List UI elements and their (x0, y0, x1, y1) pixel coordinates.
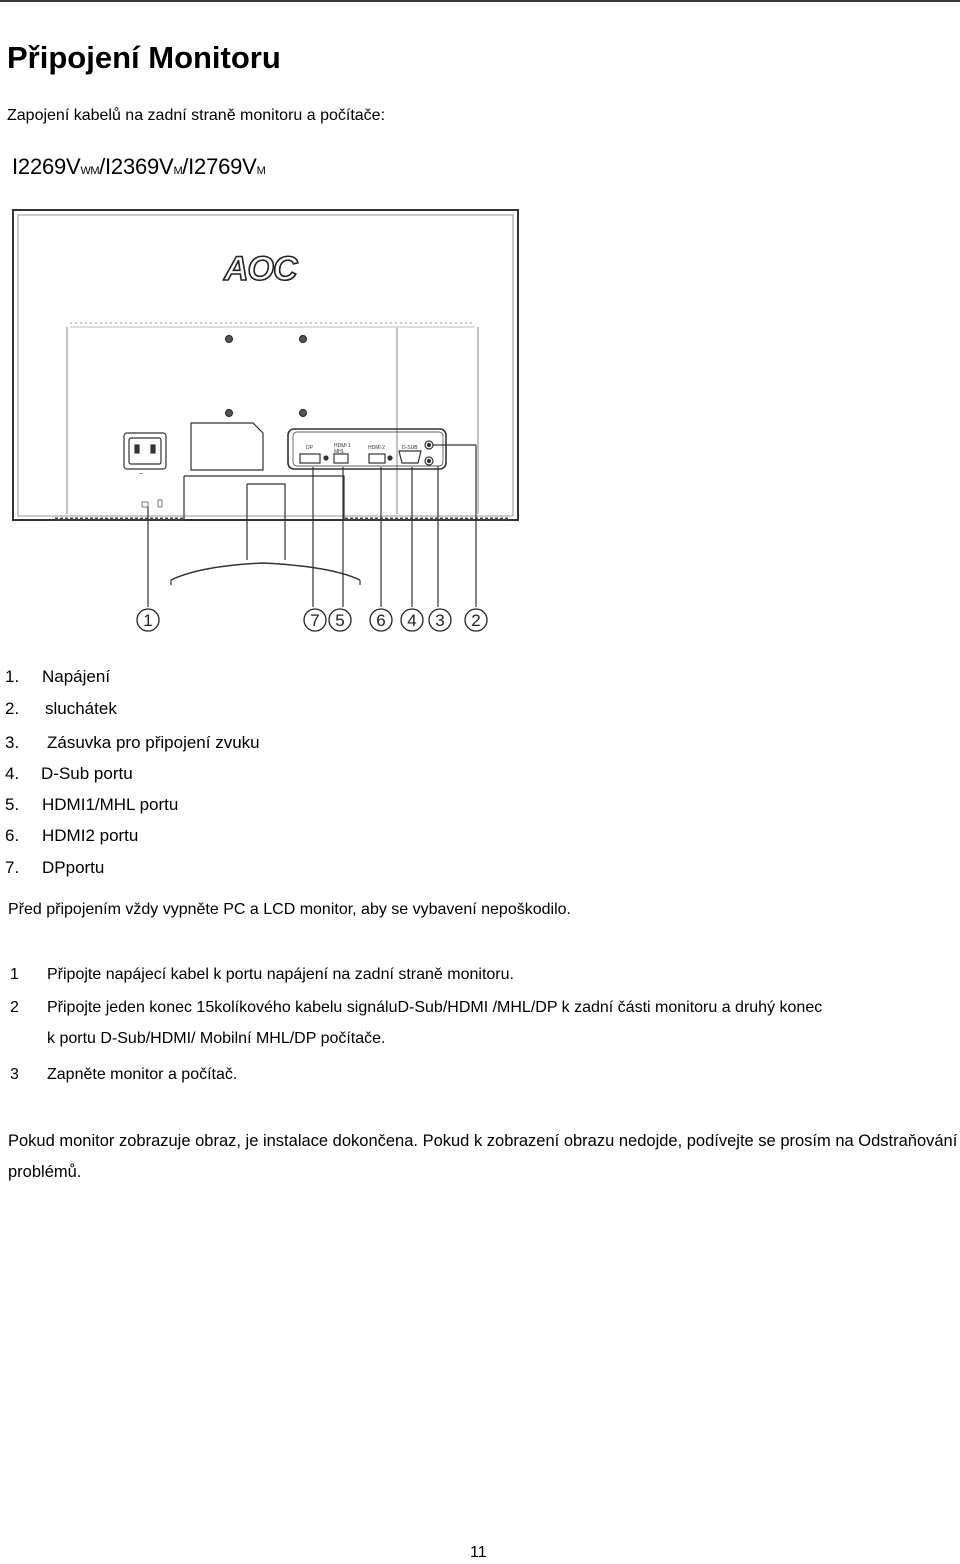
legend-number: 3. (5, 733, 20, 752)
legend-label: D-Sub portu (41, 764, 133, 783)
step-number: 1 (10, 966, 19, 983)
model-name: I2269V (12, 154, 81, 179)
step-text: Připojte napájecí kabel k portu napájení na zadní straně monitoru. (47, 966, 514, 983)
legend-number: 2. (5, 699, 20, 718)
completion-note: Pokud monitor zobrazuje obraz, je instalace dokončena. Pokud k zobrazení obrazu nedojde, podívejte se prosím na Odstraňování problémů. (8, 1132, 958, 1181)
legend-label: DPportu (42, 858, 105, 877)
callout-6: 6 (376, 611, 386, 630)
callout-5: 5 (335, 611, 345, 630)
model-suffix: M (173, 165, 183, 177)
legend-label: Zásuvka pro připojení zvuku (47, 733, 260, 752)
legend-label: HDMI2 portu (42, 826, 139, 845)
step-text: Zapněte monitor a počítač. (47, 1066, 238, 1083)
legend-number: 4. (5, 764, 20, 783)
model-list (12, 154, 265, 180)
page-subtitle: Zapojení kabelů na zadní straně monitoru a počítače: (7, 107, 386, 124)
top-rule (0, 0, 960, 2)
aoc-logo: AOC (224, 250, 297, 288)
port-label-hdmi2: HDMI 2 (368, 445, 385, 451)
callout-4: 4 (407, 611, 417, 630)
legend-number: 7. (5, 858, 20, 877)
step-number: 3 (10, 1066, 19, 1083)
model-name: /I2769V (182, 154, 257, 179)
port-label-dsub: D-SUB (402, 445, 418, 451)
callout-2: 2 (471, 611, 481, 630)
port-label-mhl: MHL (334, 449, 345, 455)
page-number: 11 (470, 1544, 487, 1561)
legend-number: 1. (5, 667, 20, 686)
model-suffix: WM (80, 165, 100, 177)
safety-warning: Před připojením vždy vypněte PC a LCD monitor, aby se vybavení nepoškodilo. (8, 901, 571, 918)
port-label-hdmi1: HDMI 1 (334, 443, 351, 449)
legend-label: sluchátek (45, 699, 117, 718)
callout-3: 3 (435, 611, 445, 630)
model-suffix: M (256, 165, 266, 177)
step-number: 2 (10, 999, 19, 1016)
monitor-rear-diagram (0, 200, 960, 640)
page-title: Připojení Monitoru (7, 40, 281, 75)
legend-label: Napájení (42, 667, 111, 686)
legend-number: 6. (5, 826, 20, 845)
callout-1: 1 (143, 611, 153, 630)
port-label-dp: DP (306, 445, 313, 451)
callout-7: 7 (310, 611, 320, 630)
legend-number: 5. (5, 795, 20, 814)
model-name: /I2369V (99, 154, 174, 179)
step-text: Připojte jeden konec 15kolíkového kabelu signáluD-Sub/HDMI /MHL/DP k zadní části monitoru a druhý konec (47, 999, 823, 1016)
legend-label: HDMI1/MHL portu (42, 795, 179, 814)
svg-text:~: ~ (139, 471, 144, 478)
step-text: k portu D-Sub/HDMI/ Mobilní MHL/DP počítače. (47, 1030, 386, 1047)
